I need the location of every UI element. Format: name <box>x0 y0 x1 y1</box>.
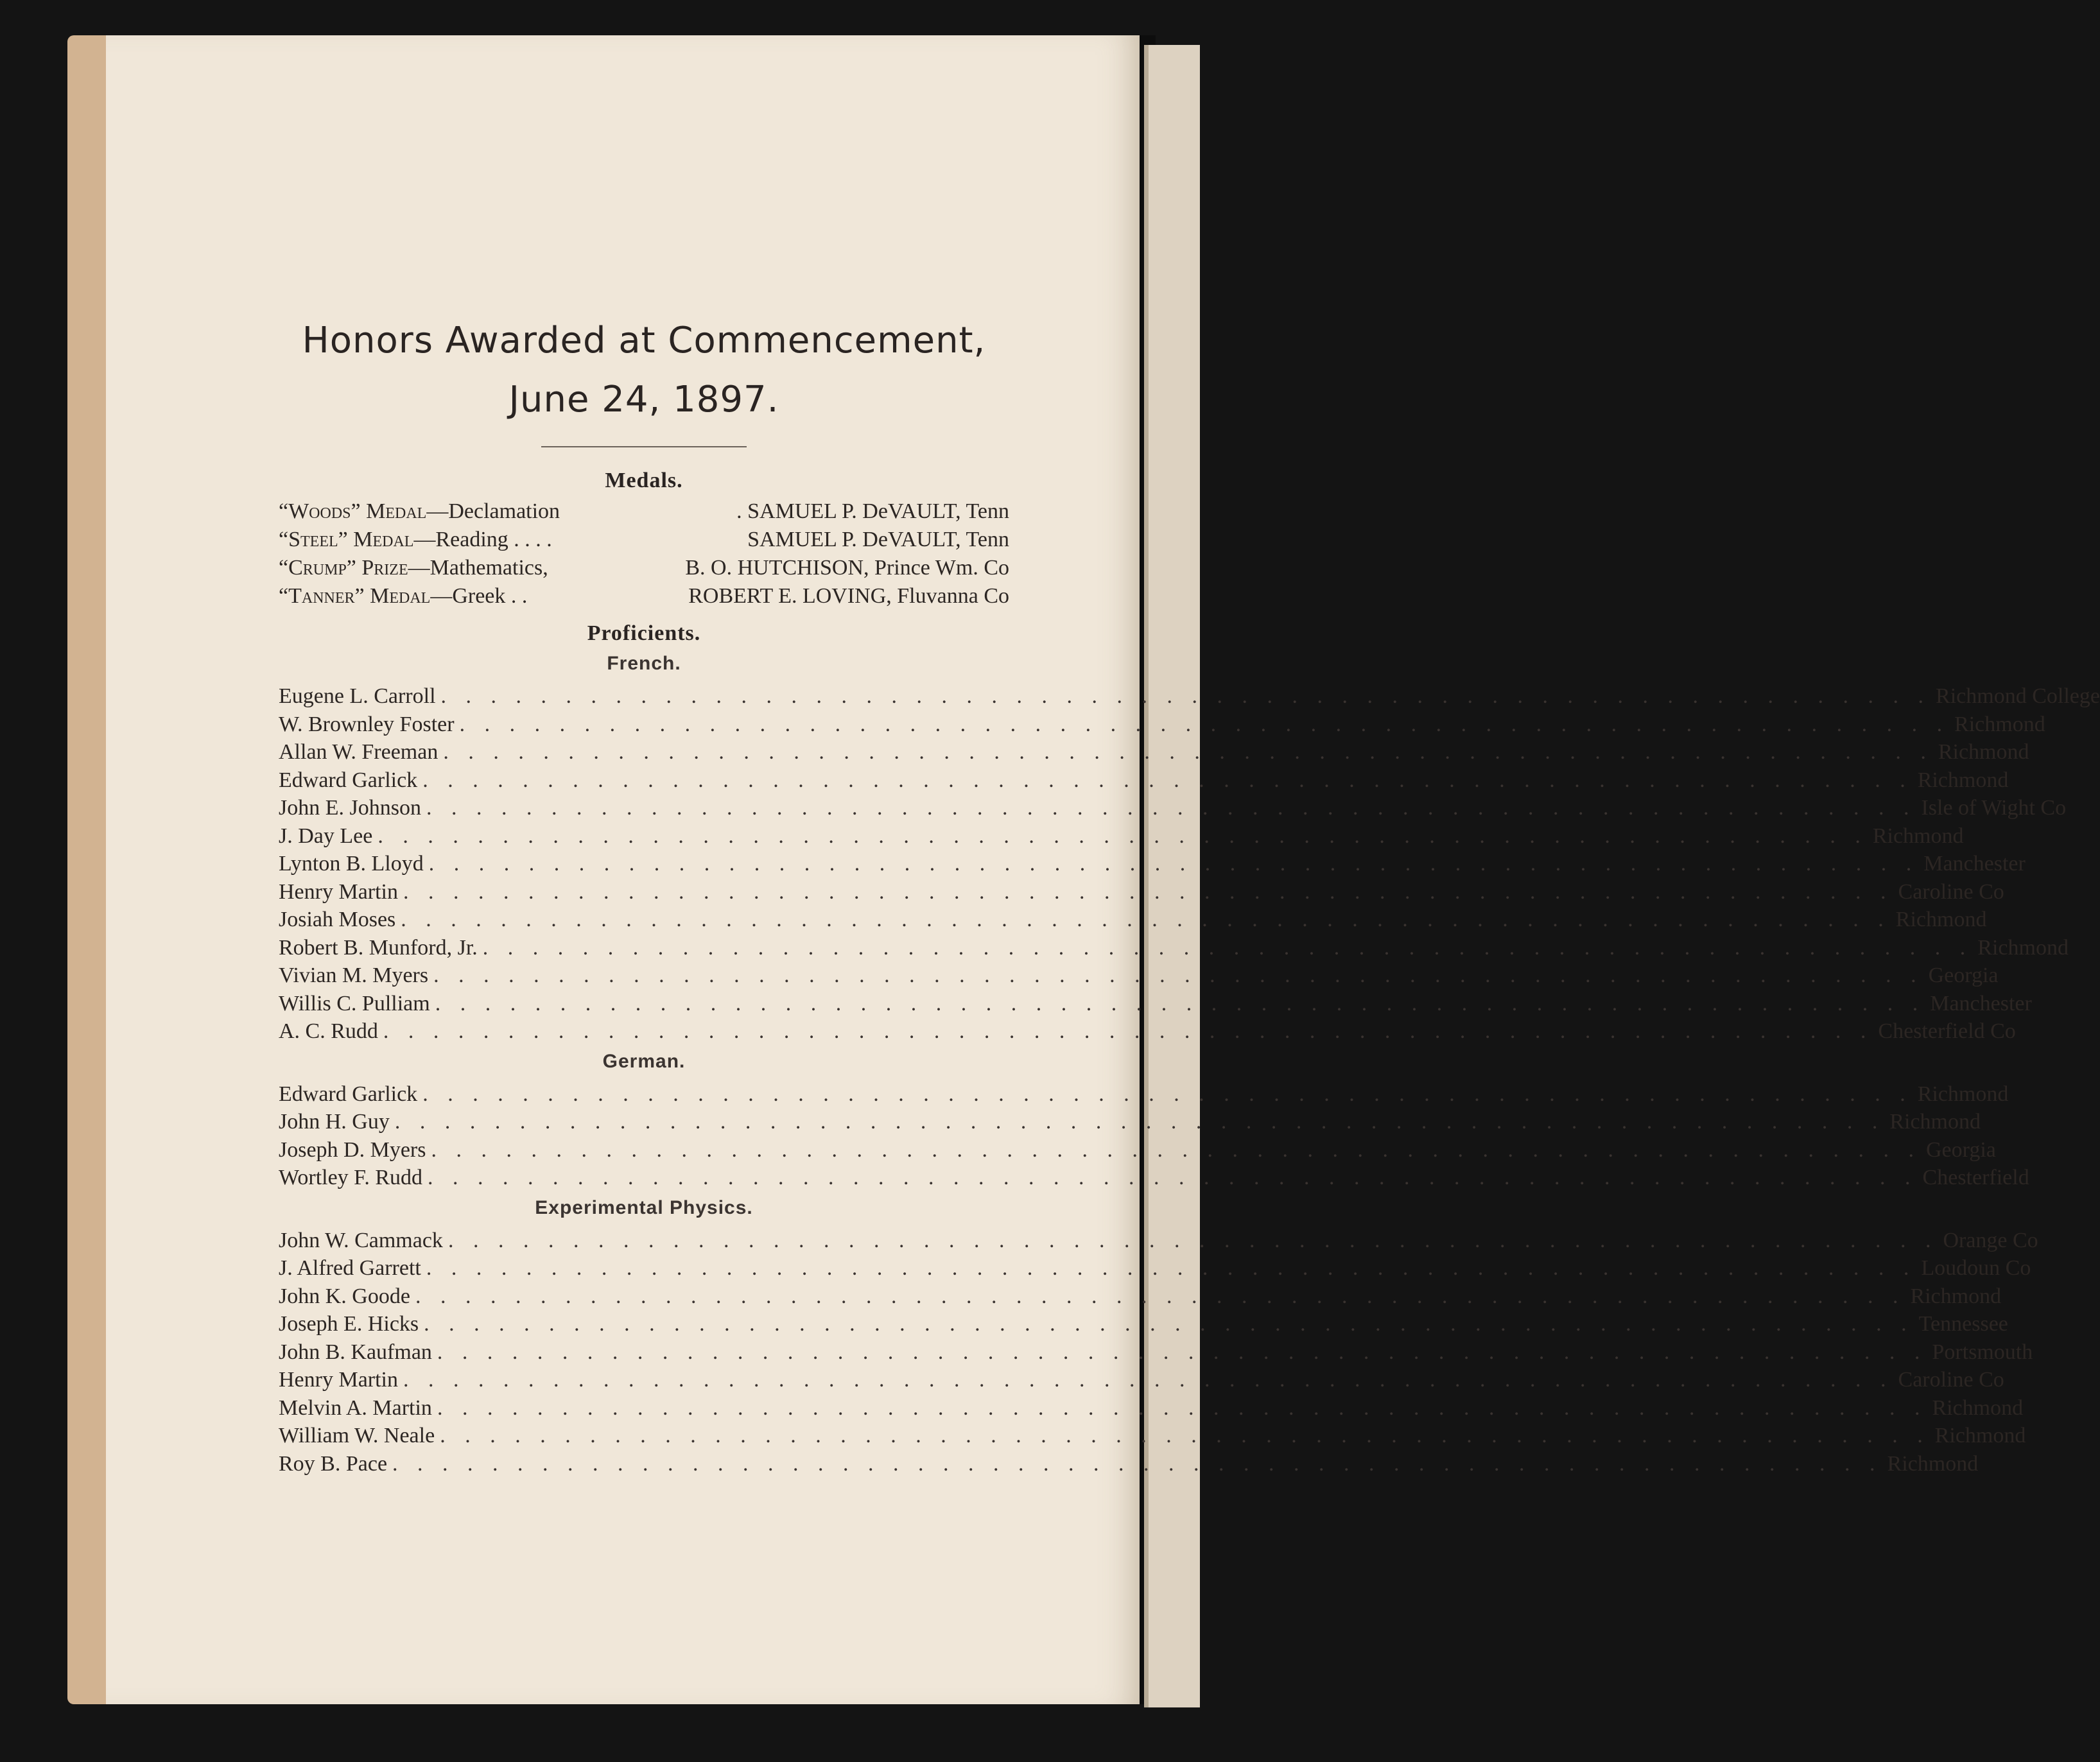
dot-leader: . . . . . . . . . . . . . . . . . . . . . . . . . . . . . . . . . . . . . . . . . . . . . . . . . . . . . . . . . . . . <box>377 824 1868 848</box>
dot-leader: . . . . . . . . . . . . . . . . . . . . . . . . . . . . . . . . . . . . . . . . . . . . . . . . . . . . . . . . . . . . <box>426 796 1916 820</box>
student-row <box>279 1310 2008 1338</box>
dot-leader: . . . . . . . . . . . . . . . . . . . . . . . . . . . . . . . . . . . . . . . . . . . . . . . . . . . . . . . . . . . . <box>428 1166 1918 1189</box>
student-row <box>279 822 1964 851</box>
student-name: John B. Kaufman <box>279 1340 432 1364</box>
student-name: Wortley F. Rudd <box>279 1166 423 1189</box>
dot-leader: . . . . . . . . . . . . . . . . . . . . . . . . . . . . . . . . . . . . . . . . . . . . . . . . . . . . . . . . . . . . <box>394 1110 1885 1134</box>
subject-heading: French. <box>607 653 681 674</box>
medal-name: “Tanner” Medal <box>279 584 431 608</box>
student-place: Richmond <box>1910 1284 2002 1308</box>
student-name: Robert B. Munford, Jr. <box>279 935 478 960</box>
student-place: Richmond <box>1872 824 1964 848</box>
medal-subject: —Mathematics, <box>408 556 548 580</box>
medal-recipient: ROBERT E. LOVING, Fluvanna Co <box>688 584 1009 608</box>
student-name: Henry Martin <box>279 879 399 904</box>
student-place: Richmond College <box>1936 684 2100 708</box>
dot-leader: . . . . . . . . . . . . . . . . . . . . . . . . . . . . . . . . . . . . . . . . . . . . . . . . . . . . . . . . . . . . <box>447 1228 1938 1252</box>
student-row <box>279 1366 2004 1394</box>
student-name: Eugene L. Carroll <box>279 684 436 708</box>
medal-line <box>279 554 1009 582</box>
proficient-sections <box>279 650 2100 1478</box>
student-name: John K. Goode <box>279 1284 410 1308</box>
student-row <box>279 1227 2038 1255</box>
dot-leader: . . . . . . . . . . . . . . . . . . . . . . . . . . . . . . . . . . . . . . . . . . . . . . . . . . . . . . . . . . . . <box>428 852 1919 876</box>
student-place: Manchester <box>1930 991 2032 1015</box>
student-place: Caroline Co <box>1898 879 2004 904</box>
title-line-1: Honors Awarded at Commencement, <box>302 320 986 361</box>
student-name: J. Alfred Garrett <box>279 1256 421 1280</box>
student-name: Edward Garlick <box>279 768 418 792</box>
student-row <box>279 850 2026 878</box>
student-place: Georgia <box>1925 1137 1996 1162</box>
student-name: Willis C. Pulliam <box>279 991 430 1015</box>
dot-leader: . . . . . . . . . . . . . . . . . . . . . . . . . . . . . . . . . . . . . . . . . . . . . . . . . . . . . . . . . . . . <box>437 1340 1927 1364</box>
spacer <box>279 610 1009 619</box>
medal-line <box>279 526 1009 554</box>
medal-name: “Crump” Prize <box>279 556 408 580</box>
dot-leader: . . . . . . . . . . . . . . . . . . . . . . . . . . . . . . . . . . . . . . . . . . . . . . . . . . . . . . . . . . . . <box>403 1368 1893 1392</box>
student-row <box>279 1080 2009 1109</box>
medal-subject: —Reading . . . . <box>413 528 552 551</box>
page-content <box>279 311 2100 1478</box>
medal-recipient: SAMUEL P. DeVAULT, Tenn <box>747 528 1009 551</box>
proficients-heading: Proficients. <box>587 621 701 645</box>
dot-leader: . . . . . . . . . . . . . . . . . . . . . . . . . . . . . . . . . . . . . . . . . . . . . . . . . . . . . . . . . . . . <box>424 1312 1914 1336</box>
student-place: Isle of Wight Co <box>1921 796 2067 820</box>
student-row <box>279 934 2069 962</box>
student-name: Edward Garlick <box>279 1082 418 1106</box>
student-row <box>279 1017 2016 1046</box>
student-row <box>279 1283 2002 1311</box>
student-place: Richmond <box>1934 1424 2026 1447</box>
medal-award <box>279 582 527 610</box>
student-row <box>279 794 2067 822</box>
student-name: A. C. Rudd <box>279 1019 378 1043</box>
student-row <box>279 766 2009 795</box>
student-place: Richmond <box>1887 1451 1979 1476</box>
student-name: Lynton B. Lloyd <box>279 852 424 876</box>
student-place: Manchester <box>1923 852 2026 876</box>
student-row <box>279 1422 2026 1450</box>
student-place: Richmond <box>1954 712 2045 736</box>
student-name: Joseph E. Hicks <box>279 1312 419 1336</box>
dot-leader: . . . . . . . . . . . . . . . . . . . . . . . . . . . . . . . . . . . . . . . . . . . . . . . . . . . . . . . . . . . . <box>403 879 1893 904</box>
dot-leader: . . . . . . . . . . . . . . . . . . . . . . . . . . . . . . . . . . . . . . . . . . . . . . . . . . . . . . . . . . . . <box>431 1137 1921 1162</box>
student-place: Richmond <box>1917 1082 2009 1106</box>
student-place: Caroline Co <box>1898 1368 2004 1392</box>
medal-recipient: B. O. HUTCHISON, Prince Wm. Co <box>685 556 1009 580</box>
dot-leader: . . . . . . . . . . . . . . . . . . . . . . . . . . . . . . . . . . . . . . . . . . . . . . . . . . . . . . . . . . . . <box>435 991 1925 1015</box>
dot-leader: . . . . . . . . . . . . . . . . . . . . . . . . . . . . . . . . . . . . . . . . . . . . . . . . . . . . . . . . . . . . <box>433 963 1923 987</box>
student-place: Tennessee <box>1918 1312 2008 1336</box>
medal-recipient: . SAMUEL P. DeVAULT, Tenn <box>736 499 1009 523</box>
student-name: J. Day Lee <box>279 824 373 848</box>
dot-leader: . . . . . . . . . . . . . . . . . . . . . . . . . . . . . . . . . . . . . . . . . . . . . . . . . . . . . . . . . . . . <box>422 768 1913 792</box>
student-place: Richmond <box>1932 1395 2024 1420</box>
student-place: Richmond <box>1889 1110 1981 1134</box>
medals-heading: Medals. <box>605 469 683 492</box>
dot-leader: . . . . . . . . . . . . . . . . . . . . . . . . . . . . . . . . . . . . . . . . . . . . . . . . . . . . . . . . . . . . <box>440 684 1931 708</box>
medal-name: “Steel” Medal <box>279 528 414 551</box>
student-row <box>279 1136 1996 1164</box>
student-row <box>279 906 1987 934</box>
student-row <box>279 1338 2033 1367</box>
student-row <box>279 1108 1981 1136</box>
student-place: Portsmouth <box>1932 1340 2033 1364</box>
student-name: John E. Johnson <box>279 796 421 820</box>
medal-line <box>279 497 1009 526</box>
student-row <box>279 682 2100 711</box>
subject-heading: Experimental Physics. <box>535 1196 753 1218</box>
dot-leader: . . . . . . . . . . . . . . . . . . . . . . . . . . . . . . . . . . . . . . . . . . . . . . . . . . . . . . . . . . . . <box>440 1424 1930 1447</box>
dot-leader: . . . . . . . . . . . . . . . . . . . . . . . . . . . . . . . . . . . . . . . . . . . . . . . . . . . . . . . . . . . . <box>482 935 1973 960</box>
student-place: Richmond <box>1895 908 1987 931</box>
medal-name: “Woods” Medal <box>279 499 427 523</box>
student-name: John W. Cammack <box>279 1228 443 1252</box>
student-name: Joseph D. Myers <box>279 1137 426 1162</box>
page-title <box>279 311 1009 429</box>
student-name: Melvin A. Martin <box>279 1395 432 1420</box>
student-name: Henry Martin <box>279 1368 399 1392</box>
medals-section <box>279 467 1009 610</box>
student-place: Loudoun Co <box>1921 1256 2031 1280</box>
medal-subject: —Greek . . <box>430 584 528 608</box>
student-place: Chesterfield Co <box>1878 1019 2016 1043</box>
title-line-2: June 24, 1897. <box>508 379 779 420</box>
student-name: W. Brownley Foster <box>279 712 455 736</box>
student-row <box>279 711 2045 739</box>
student-place: Orange Co <box>1943 1228 2038 1252</box>
dot-leader: . . . . . . . . . . . . . . . . . . . . . . . . . . . . . . . . . . . . . . . . . . . . . . . . . . . . . . . . . . . . <box>443 740 1933 764</box>
student-row <box>279 1450 1979 1478</box>
medal-award <box>279 497 560 526</box>
student-row <box>279 1164 2029 1192</box>
student-name: Josiah Moses <box>279 908 396 931</box>
dot-leader: . . . . . . . . . . . . . . . . . . . . . . . . . . . . . . . . . . . . . . . . . . . . . . . . . . . . . . . . . . . . <box>383 1019 1873 1043</box>
dot-leader: . . . . . . . . . . . . . . . . . . . . . . . . . . . . . . . . . . . . . . . . . . . . . . . . . . . . . . . . . . . . <box>401 908 1891 931</box>
student-row <box>279 990 2032 1018</box>
student-row <box>279 1254 2031 1283</box>
student-place: Chesterfield <box>1922 1166 2029 1189</box>
dot-leader: . . . . . . . . . . . . . . . . . . . . . . . . . . . . . . . . . . . . . . . . . . . . . . . . . . . . . . . . . . . . <box>422 1082 1913 1106</box>
student-place: Georgia <box>1928 963 1999 987</box>
medal-line <box>279 582 1009 610</box>
student-name: John H. Guy <box>279 1110 390 1134</box>
medal-subject: —Declamation <box>426 499 560 523</box>
student-row <box>279 1394 2024 1422</box>
dot-leader: . . . . . . . . . . . . . . . . . . . . . . . . . . . . . . . . . . . . . . . . . . . . . . . . . . . . . . . . . . . . <box>426 1256 1916 1280</box>
student-name: Vivian M. Myers <box>279 963 429 987</box>
student-row <box>279 878 2004 906</box>
medal-award <box>279 526 552 554</box>
student-name: Allan W. Freeman <box>279 740 438 764</box>
student-row <box>279 738 2029 766</box>
student-place: Richmond <box>1917 768 2009 792</box>
medal-award <box>279 554 548 582</box>
title-divider <box>541 446 747 447</box>
subject-heading: German. <box>602 1050 686 1072</box>
medal-list <box>279 497 1009 610</box>
student-name: William W. Neale <box>279 1424 435 1447</box>
student-place: Richmond <box>1938 740 2029 764</box>
student-place: Richmond <box>1977 935 2069 960</box>
student-row <box>279 962 1999 990</box>
proficients-section <box>279 619 2100 1478</box>
student-name: Roy B. Pace <box>279 1451 388 1476</box>
dot-leader: . . . . . . . . . . . . . . . . . . . . . . . . . . . . . . . . . . . . . . . . . . . . . . . . . . . . . . . . . . . . <box>415 1284 1905 1308</box>
dot-leader: . . . . . . . . . . . . . . . . . . . . . . . . . . . . . . . . . . . . . . . . . . . . . . . . . . . . . . . . . . . . <box>437 1395 1927 1420</box>
dot-leader: . . . . . . . . . . . . . . . . . . . . . . . . . . . . . . . . . . . . . . . . . . . . . . . . . . . . . . . . . . . . <box>392 1451 1882 1476</box>
dot-leader: . . . . . . . . . . . . . . . . . . . . . . . . . . . . . . . . . . . . . . . . . . . . . . . . . . . . . . . . . . . . <box>459 712 1950 736</box>
